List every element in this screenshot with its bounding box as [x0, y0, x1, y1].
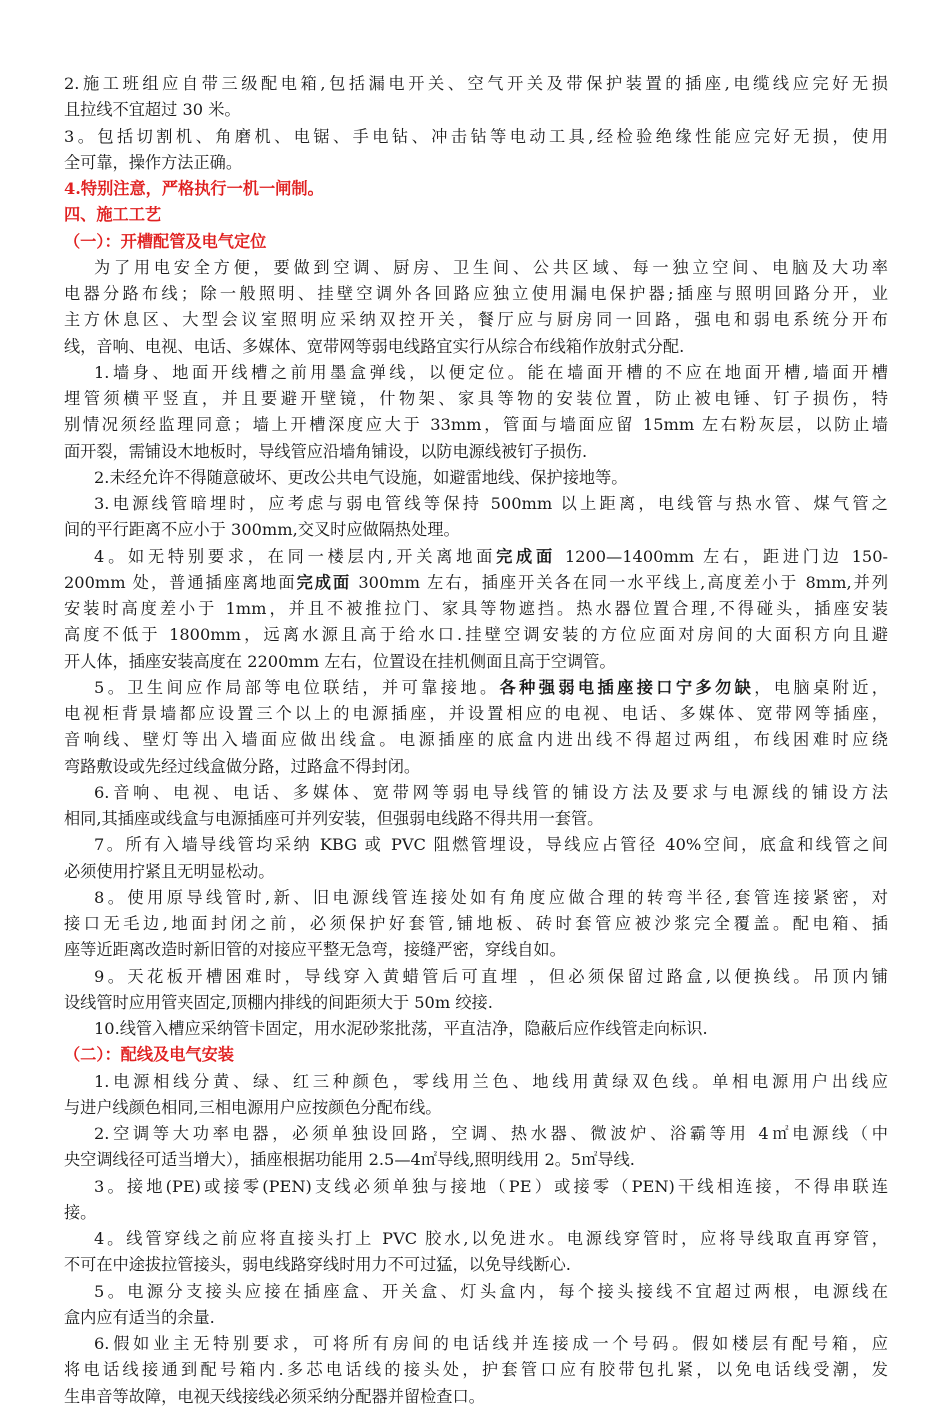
bold-text-run: 各种强弱电插座接口宁多勿缺 [499, 678, 755, 697]
sub1-item-2-line-1: 2.未经允许不得随意破坏、更改公共电气设施，如避雷地线、保护接地等。 [94, 468, 628, 487]
sub1-item-10-line-1: 10.线管入槽应采纳管卡固定，用水泥砂浆批荡，平直洁净，隐蔽后应作线管走向标识. [94, 1019, 708, 1038]
sub2-item-4-line-2: 不可在中途拔拉管接头，弱电线路穿线时用力不可过猛，以免导线断心. [64, 1255, 571, 1274]
text-run: 4。如无特别要求，在同一楼层内,开关离地面 [94, 547, 497, 566]
sub1-item-8-line-1: 8。使用原导线管时,新、旧电源线管连接处如有角度应做合理的转弯半径,套管连接紧密，对 [94, 888, 888, 907]
sub1-item-1-line-3: 别情况须经监理同意；墙上开槽深度应大于 33mm，管面与墙面应留 15mm 左右粉灰层，以防止墙 [64, 415, 888, 434]
sub2-item-2-line-1: 2.空调等大功率电器，必须单独设回路，空调、热水器、微波炉、浴霸等用 4㎡电源线（中 [94, 1124, 888, 1143]
sub2-item-3-line-2: 接。 [64, 1203, 97, 1222]
text-run: 300mm 左右，插座开关各在同一水平线上,高度差小于 8mm,并列 [358, 573, 888, 592]
sub1-item-8-line-3: 座等近距离改造时新旧管的对接应平整无急弯，接缝严密，穿线自如。 [64, 940, 566, 959]
sub1-intro-line-3: 主方休息区、大型会议室照明应采纳双控开关，餐厅应与厨房同一回路，强电和弱电系统分开布 [64, 310, 888, 329]
sub1-item-4-line-1 [64, 545, 888, 569]
sub2-item-6-line-2: 将电话线接通到配号箱内.多芯电话线的接头处，护套管口应有胶带包扎紧，以免电话线受潮，发 [64, 1360, 888, 1379]
sub2-item-3-line-1: 3。接地(PE)或接零(PEN)支线必须单独与接地（PE）或接零（PEN)干线相连接，不得串联连 [94, 1177, 888, 1196]
text-run: 200mm 处，普通插座离地面 [64, 573, 297, 592]
sub2-item-1-line-2: 与进户线颜色相同,三相电源用户应按颜色分配布线。 [64, 1098, 442, 1117]
sub1-item-7-line-2: 必须使用拧紧且无明显松动。 [64, 862, 275, 881]
sub1-item-1-line-4: 面开裂，需铺设木地板时，导线管应沿墙角铺设，以防电源线被钉子损伤. [64, 442, 588, 461]
intro-item-3-line-1: 3。包括切割机、角磨机、电锯、手电钻、冲击钻等电动工具,经检验绝缘性能应完好无损，使用 [64, 127, 888, 146]
subsection-2-title: （二）：配线及电气安装 [64, 1045, 234, 1064]
sub2-item-2-line-2: 央空调线径可适当增大），插座根据功能用 2.5—4㎡导线,照明线用 2。5㎡导线. [64, 1150, 635, 1169]
sub1-item-6-line-2: 相同,其插座或线盒与电源插座可并列安装，但强弱电线路不得共用一套管。 [64, 809, 604, 828]
sub1-item-9-line-1: 9。天花板开槽困难时，导线穿入黄蜡管后可直埋 ，但必须保留过路盒,以便换线。吊顶内铺 [94, 967, 888, 986]
text-run: 5。卫生间应作局部等电位联结，并可靠接地。 [94, 678, 500, 697]
intro-item-2-line-1: 2.施工班组应自带三级配电箱,包括漏电开关、空气开关及带保护装置的插座,电缆线应完好无损 [64, 74, 888, 93]
intro-item-2-line-2: 且拉线不宜超过 30 米。 [64, 100, 241, 119]
bold-text-run: 完成面 [496, 547, 556, 566]
sub2-item-6-line-1: 6.假如业主无特别要求，可将所有房间的电话线并连接成一个号码。假如楼层有配号箱，应 [94, 1334, 888, 1353]
text-run: 1200—1400mm 左右，距进门边 150- [564, 547, 888, 566]
sub1-item-4-line-2 [64, 571, 888, 595]
sub1-item-5-line-2: 电视柜背景墙都应设置三个以上的电源插座，并设置相应的电视、电话、多媒体、宽带网等插座， [64, 704, 888, 723]
sub1-item-3-line-1: 3.电源线管暗埋时，应考虑与弱电管线等保持 500mm 以上距离，电线管与热水管、煤气管之 [94, 494, 888, 513]
sub1-item-3-line-2: 间的平行距离不应小于 300mm,交叉时应做隔热处理。 [64, 520, 460, 539]
intro-item-3-line-2: 全可靠，操作方法正确。 [64, 153, 243, 172]
sub1-item-4-line-5: 开人体，插座安装高度在 2200mm 左右，位置设在挂机侧面且高于空调管。 [64, 652, 616, 671]
sub1-item-1-line-2: 埋管须横平竖直，并且要避开壁镜，什物架、家具等物的安装位置，防止被电锤、钉子损伤，特 [64, 389, 888, 408]
sub2-item-1-line-1: 1.电源相线分黄、绿、红三种颜色，零线用兰色、地线用黄绿双色线。单相电源用户出线应 [94, 1072, 888, 1091]
sub1-item-4-line-3: 安装时高度差小于 1mm，并且不被推拉门、家具等物遮挡。热水器位置合理,不得碰头，插座安装 [64, 599, 888, 618]
bold-text-run: 完成面 [296, 573, 352, 592]
sub1-item-5-line-4: 弯路敷设或先经过线盒做分路，过路盒不得封闭。 [64, 757, 421, 776]
sub1-item-1-line-1: 1.墙身、地面开线槽之前用墨盒弹线，以便定位。能在墙面开槽的不应在地面开槽,墙面开槽 [94, 363, 888, 382]
sub1-intro-line-2: 电器分路布线；除一般照明、挂壁空调外各回路应独立使用漏电保护器;插座与照明回路分开，业 [64, 284, 888, 303]
sub1-item-4-line-4: 高度不低于 1800mm，远离水源且高于给水口.挂壁空调安装的方位应面对房间的大面积方向且避 [64, 625, 888, 644]
red-note: 4.特别注意，严格执行一机一闸制。 [64, 179, 324, 198]
sub1-item-9-line-2: 设线管时应用管夹固定,顶棚内排线的间距须大于 50m 绞接. [64, 993, 493, 1012]
sub2-item-4-line-1: 4。线管穿线之前应将直接头打上 PVC 胶水,以免进水。电源线穿管时，应将导线取直再穿管， [94, 1229, 888, 1248]
subsection-1-title: （一）：开槽配管及电气定位 [64, 232, 267, 251]
section-title: 四、施工工艺 [64, 205, 162, 224]
sub1-item-5-line-3: 音响线、壁灯等出入墙面应做出线盒。电源插座的底盒内进出线不得超过两组，布线困难时应绕 [64, 730, 888, 749]
sub2-item-5-line-1: 5。电源分支接头应接在插座盒、开关盒、灯头盒内，每个接头接线不宜超过两根，电源线在 [94, 1282, 888, 1301]
sub1-item-8-line-2: 接口无毛边,地面封闭之前，必须保护好套管,铺地板、砖时套管应被沙浆完全覆盖。配电箱、插 [64, 914, 888, 933]
sub1-item-5-line-1 [64, 676, 888, 700]
sub1-item-7-line-1: 7。所有入墙导线管均采纳 KBG 或 PVC 阻燃管埋设，导线应占管径 40%空间，底盒和线管之间 [94, 835, 888, 854]
sub2-item-5-line-2: 盒内应有适当的余量. [64, 1308, 215, 1327]
sub1-intro-line-1: 为了用电安全方便，要做到空调、厨房、卫生间、公共区域、每一独立空间、电脑及大功率 [94, 258, 888, 277]
sub1-item-6-line-1: 6.音响、电视、电话、多媒体、宽带网等弱电导线管的铺设方法及要求与电源线的铺设方法 [94, 783, 888, 802]
sub2-item-6-line-3: 生串音等故障，电视天线接线必须采纳分配器并留检查口。 [64, 1387, 485, 1406]
sub1-intro-line-4: 线，音响、电视、电话、多媒体、宽带网等弱电线路宜实行从综合布线箱作放射式分配. [64, 337, 685, 356]
text-run: ，电脑桌附近， [754, 678, 888, 697]
